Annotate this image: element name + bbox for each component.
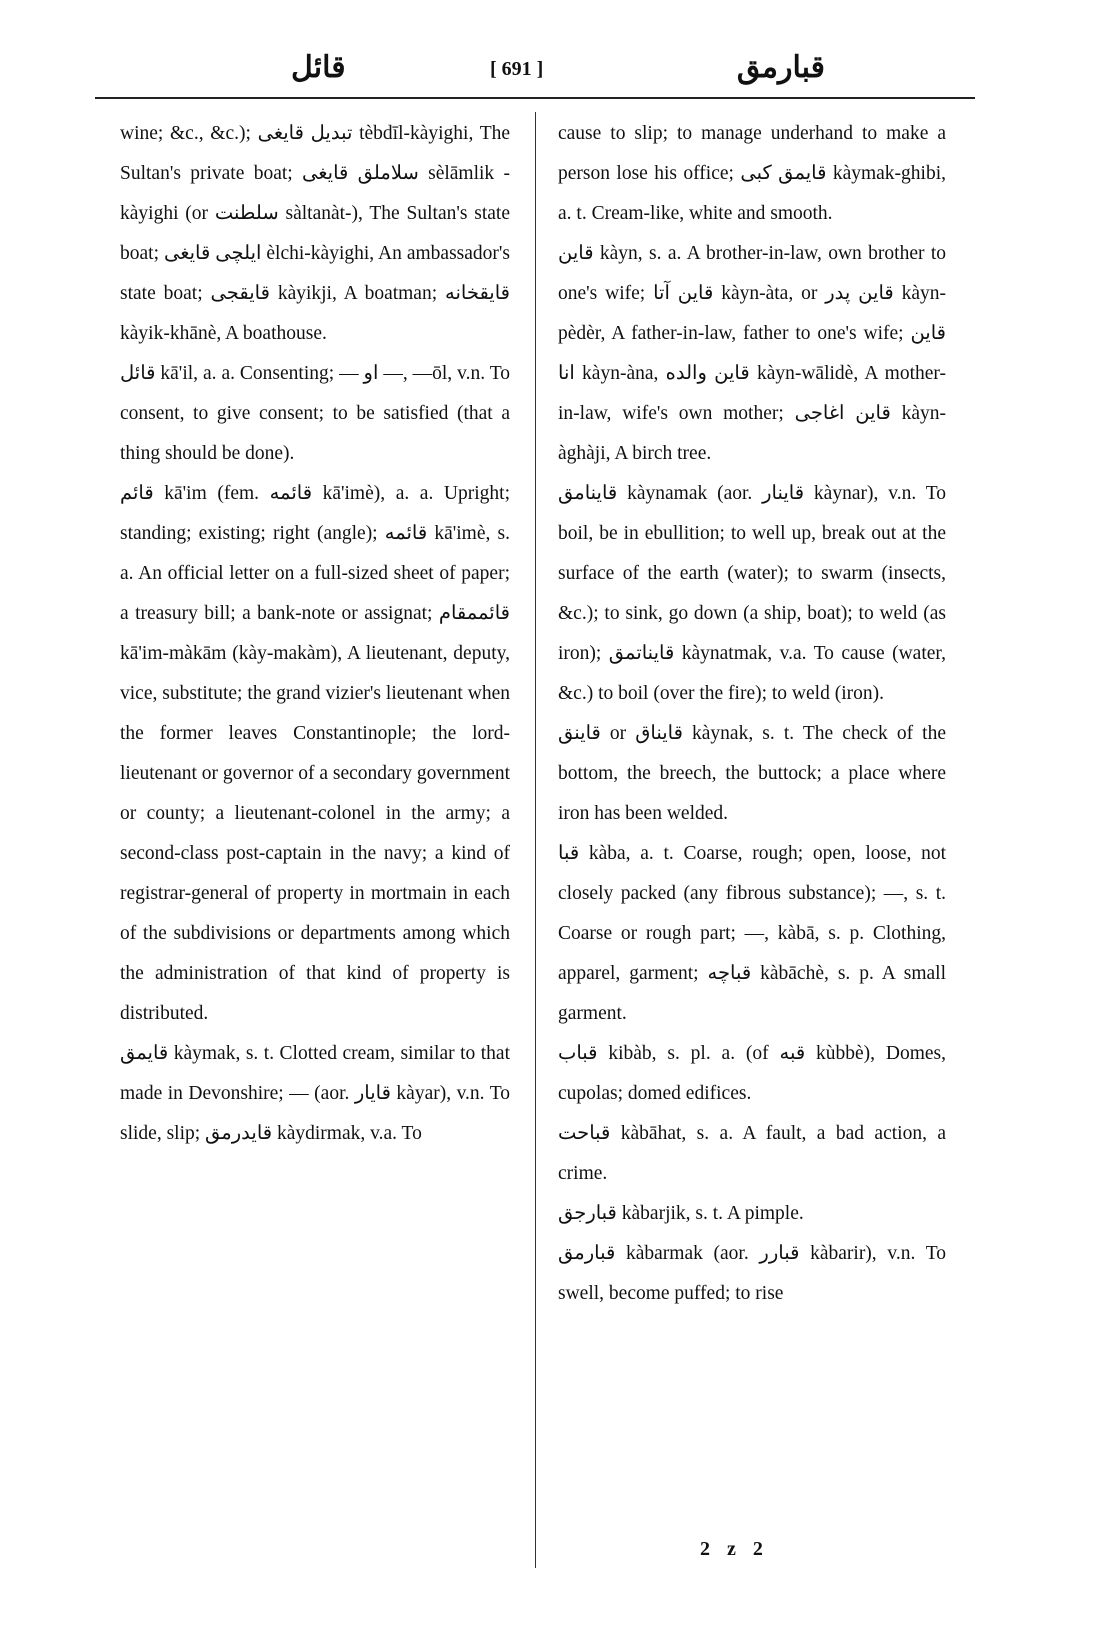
- entry-continuation: wine; &c., &c.); تبدیل قایغی tèbdīl-kàyighi, The Sultan's private boat; سلاملق قایغی sèlāmlik - kàyighi (or سلطنت sàltanàt-), The Sultan's state boat; ایلچی قایغی èlchi-kàyighi, An ambassador's state boat; قایقجی kàyikji, A boatman; قایقخانه kàyik-khānè, A boathouse.: [120, 123, 511, 344]
- entry-kaynamak: قاینامق kàynamak (aor. قاینار kàynar), v.n. To boil, be in ebullition; to well up, break out at the surface of the earth (water); to swarm (insects, &c.); to sink, go down (a ship, boat); to weld (as iron); قایناتمق kàynatmak, v.a. To cause (water, &c.) to boil (over the fire); to weld (iron).: [558, 483, 947, 704]
- entry-kabahat: قباحت kàbāhat, s. a. A fault, a bad action, a crime.: [558, 1123, 946, 1184]
- entry-kail: قائل kā'il, a. a. Consenting; — او —, —ōl, v.n. To consent, to give consent; to be satisfied (that a thing should be done).: [120, 363, 510, 464]
- page-number: [ 691 ]: [490, 58, 544, 80]
- entry-kaba: قبا kàba, a. t. Coarse, rough; open, loose, not closely packed (any fibrous substance); —, s. t. Coarse or rough part; —, kàbā, s. p. Clothing, apparel, garment; قباچه kàbāchè, s. p. A small garment.: [558, 843, 946, 1024]
- entry-kaynak: قاینق or قایناق kàynak, s. t. The check of the bottom, the breech, the buttock; a place where iron has been welded.: [558, 723, 947, 824]
- left-column: [120, 114, 510, 1154]
- entry-kaim: قائم kā'im (fem. قائمه kā'imè), a. a. Upright; standing; existing; right (angle); قائمه kā'imè, s. a. An official letter on a full-sized sheet of paper; a treasury bill; a bank-note or assignat; قائممقام kā'im-màkām (kày-makàm), A lieutenant, deputy, vice, substitute; the grand vizier's lieutenant when the former leaves Constantinople; the lord-lieutenant or governor of a secondary government or county; a lieutenant-colonel in the army; a second-class post-captain in the navy; a kind of registrar-general of property in mortmain in each of the subdivisions or departments among which the administration of that kind of property is distributed.: [120, 483, 511, 1024]
- entry-kaymak: قایمق kàymak, s. t. Clotted cream, similar to that made in Devonshire; — (aor. قایار kàyar), v.n. To slide, slip; قایدرمق kàydirmak, v.a. To: [120, 1043, 510, 1144]
- entry-kabarmak: قبارمق kàbarmak (aor. قبارر kàbarir), v.n. To swell, become puffed; to rise: [558, 1243, 946, 1304]
- page-header: [95, 48, 975, 98]
- signature-mark: 2 z 2: [700, 1538, 769, 1560]
- entry-continuation: cause to slip; to manage underhand to make a person lose his office; قایمق کبی kàymak-ghibi, a. t. Cream-like, white and smooth.: [558, 123, 946, 224]
- entry-kabarjik: قبارجق kàbarjik, s. t. A pimple.: [558, 1203, 804, 1224]
- header-left-word: قائل: [291, 51, 346, 84]
- entry-kibab: قباب kibàb, s. pl. a. (of قبه kùbbè), Domes, cupolas; domed edifices.: [558, 1043, 946, 1104]
- entry-kayn: قاین kàyn, s. a. A brother-in-law, own brother to one's wife; قاین آتا kàyn-àta, or قاین پدر kàyn-pèdèr, A father-in-law, father to one's wife; قاین انا kàyn-àna, قاین والده kàyn-wālidè, A mother-in-law, wife's own mother; قاین اغاجی kàyn-àghàji, A birch tree.: [558, 243, 947, 464]
- column-divider: [535, 112, 536, 1568]
- header-rule: [95, 97, 975, 99]
- header-right-word: قبارمق: [736, 51, 825, 84]
- right-column: [558, 114, 946, 1314]
